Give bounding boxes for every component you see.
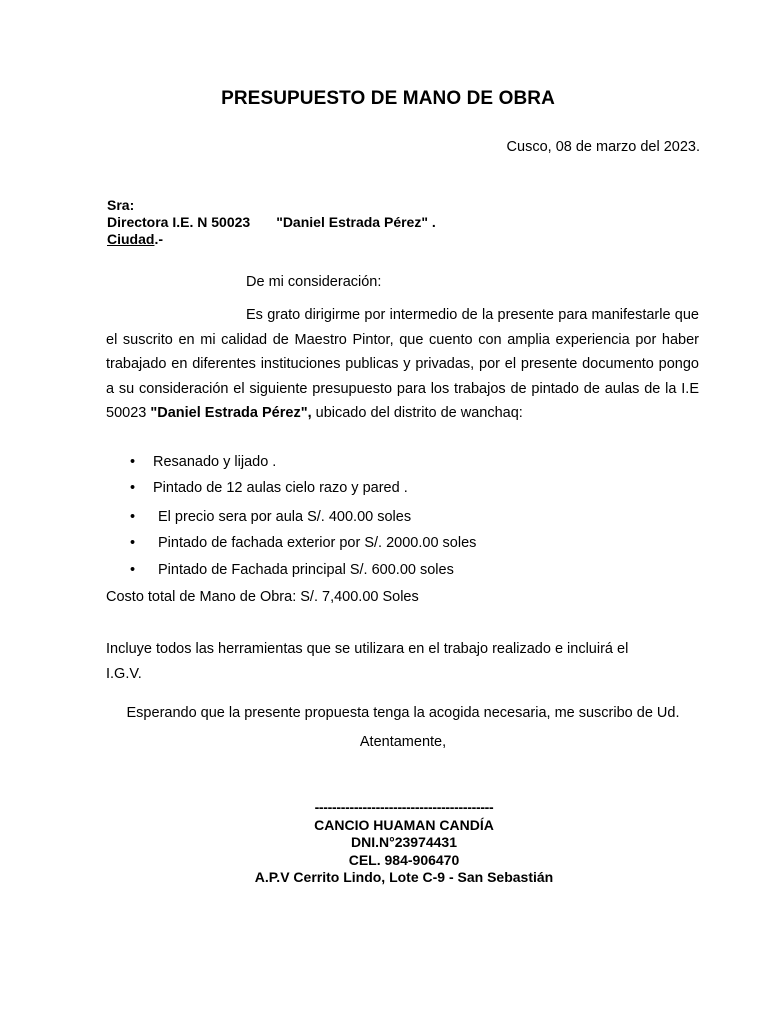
body-paragraph: [106, 303, 699, 426]
signer-address: A.P.V Cerrito Lindo, Lote C-9 - San Sebastián: [254, 869, 554, 885]
signature-block: [0, 799, 768, 887]
signature-line: -----------------------------------------: [314, 799, 494, 815]
signer-name: CANCIO HUAMAN CANDÍA: [314, 816, 494, 833]
city-line: [107, 231, 436, 248]
closing-line: Esperando que la presente propuesta tenga la acogida necesaria, me suscribo de Ud.: [126, 705, 680, 721]
recipient: Directora I.E. N 50023: [107, 214, 251, 230]
list-item-text: Pintado de Fachada principal S/. 600.00 soles: [158, 562, 454, 578]
recipient-line: [107, 214, 436, 231]
document-title: PRESUPUESTO DE MANO DE OBRA: [221, 88, 555, 109]
body-school-name: "Daniel Estrada Pérez",: [150, 405, 312, 421]
salutation: Sra:: [107, 197, 135, 213]
bullet-icon: •: [130, 454, 136, 470]
signer-phone: CEL. 984-906470: [348, 851, 460, 868]
bullet-icon: •: [130, 480, 136, 496]
date-line: Cusco, 08 de marzo del 2023.: [506, 139, 700, 155]
list-item-text: Pintado de 12 aulas cielo razo y pared .: [153, 480, 408, 496]
body-intro: Es grato dirigirme por intermedio de la presente para manifestarle que el suscrito en mi calidad de Maestro Pintor, que cuento con amplia experiencia por haber trabajado en diferentes instituciones publicas y privadas, por el presente documento pongo a su consideración el siguiente presupuesto para los trabajos de pintado de aulas de la I.E 50023: [106, 307, 699, 421]
city-label: Ciudad: [107, 231, 155, 247]
list-item-text: Pintado de fachada exterior por S/. 2000.00 soles: [158, 535, 477, 551]
recipient-school: "Daniel Estrada Pérez" .: [276, 214, 436, 230]
list-item-text: El precio sera por aula S/. 400.00 soles: [158, 509, 412, 525]
list-item-text: Resanado y lijado .: [153, 454, 277, 470]
bullet-icon: •: [130, 562, 136, 578]
body-outro: ubicado del distrito de wanchaq:: [311, 405, 523, 421]
signer-dni: DNI.N°23974431: [351, 834, 457, 850]
regards-line: Atentamente,: [359, 734, 447, 750]
bullet-icon: •: [130, 509, 136, 525]
addressee-block: [107, 197, 436, 248]
bullet-icon: •: [130, 535, 136, 551]
includes-paragraph: Incluye todos las herramientas que se utilizara en el trabajo realizado e incluirá el I.G.V.: [106, 641, 629, 682]
city-suffix: .-: [154, 231, 164, 247]
greeting: De mi consideración:: [246, 274, 382, 290]
total-cost-line: Costo total de Mano de Obra: S/. 7,400.00 Soles: [106, 589, 419, 605]
